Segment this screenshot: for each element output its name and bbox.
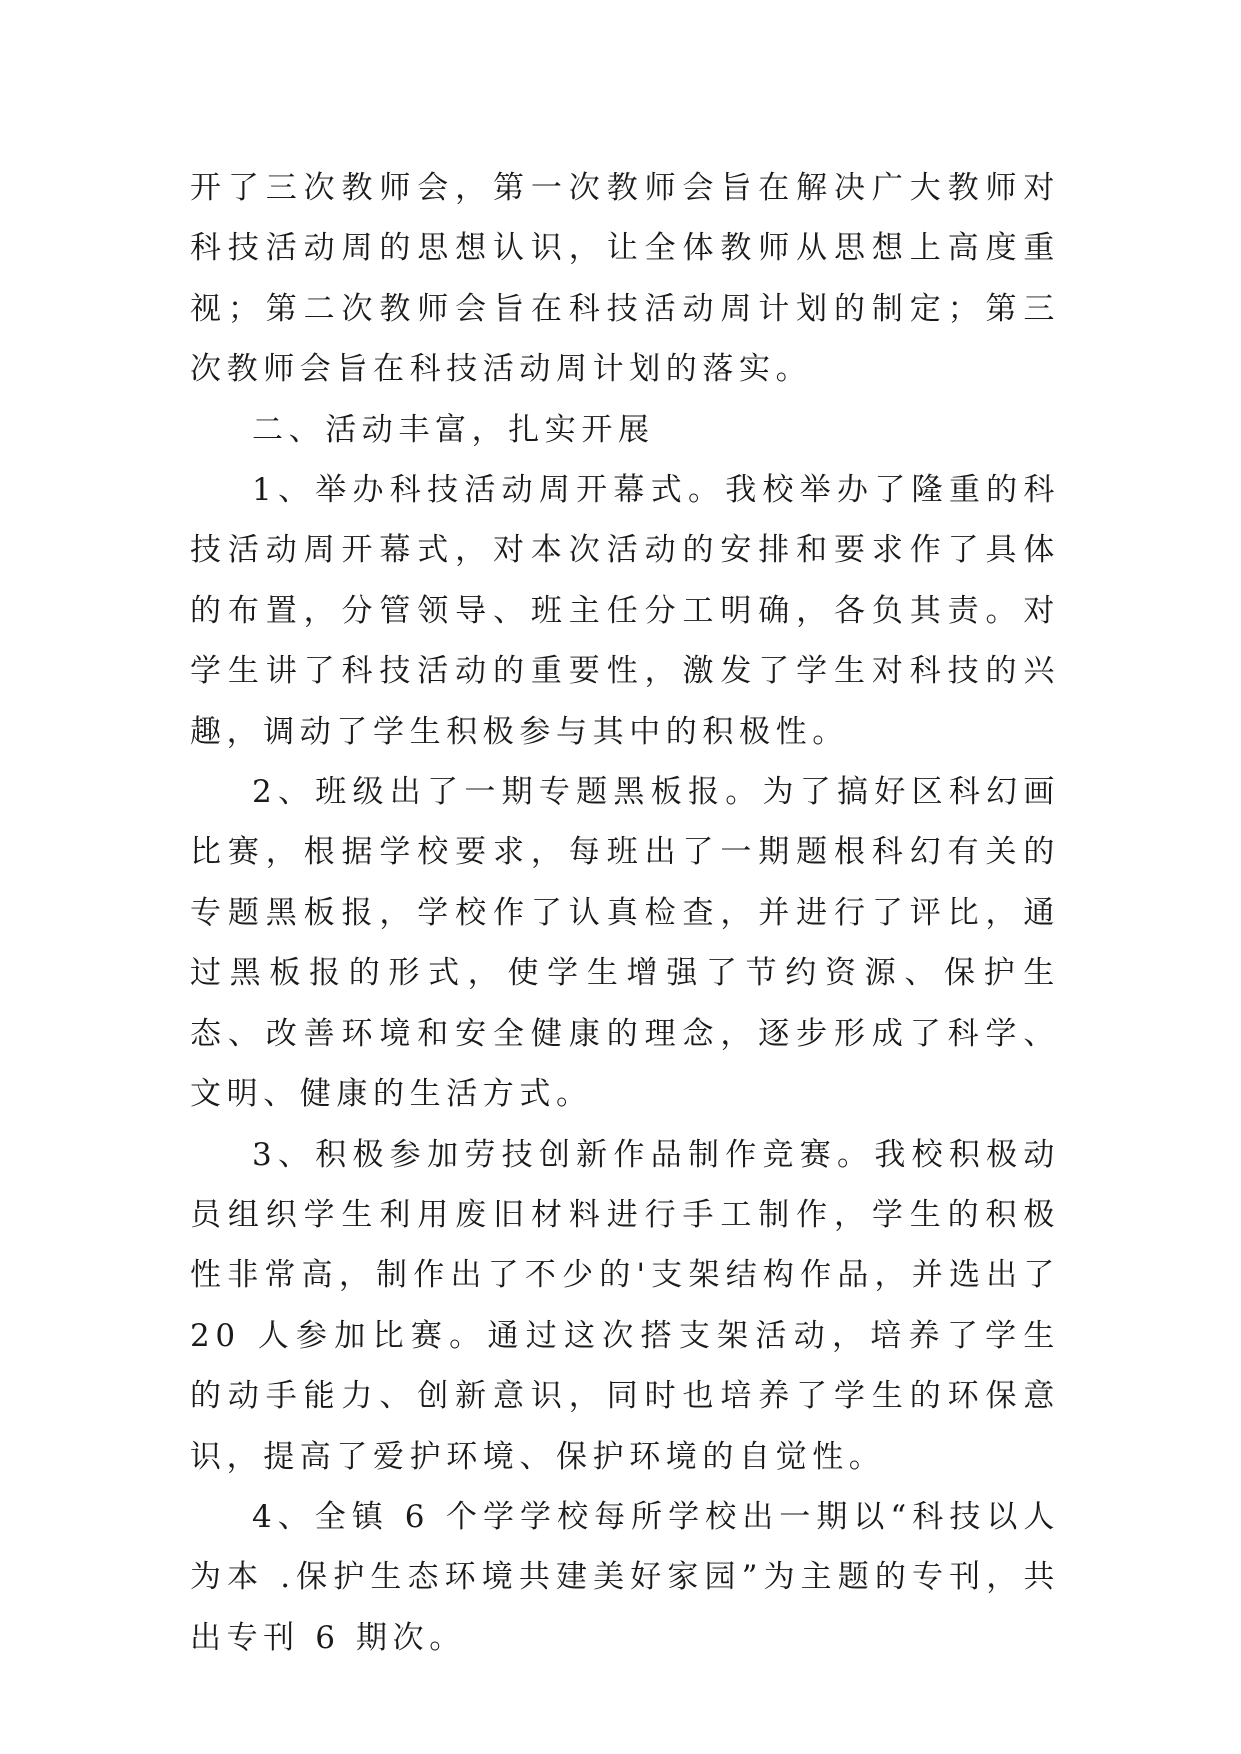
paragraph-opening-ceremony: 1、举办科技活动周开幕式。我校举办了隆重的科技活动周开幕式，对本次活动的安排和要求作了具体的布置，分管领导、班主任分工明确，各负其责。对学生讲了科技活动的重要性，激发了学生对科技的兴趣，调动了学生积极参与其中的积极性。	[190, 472, 1060, 750]
paragraph-craft-competition: 3、积极参加劳技创新作品制作竞赛。我校积极动员组织学生利用废旧材料进行手工制作，学生的积极性非常高，制作出了不少的'支架结构作品，并选出了 20 人参加比赛。通过这次搭支架活动，培养了学生的动手能力、创新意识，同时也培养了学生的环保意识，提高了爱护环境、保护环境的自觉性。	[190, 1136, 1060, 1475]
paragraph-blackboard-newsletter: 2、班级出了一期专题黑板报。为了搞好区科幻画比赛，根据学校要求，每班出了一期题根科幻有关的专题黑板报，学校作了认真检查，并进行了评比，通过黑板报的形式，使学生增强了节约资源、保护生态、改善环境和安全健康的理念，逐步形成了科学、文明、健康的生活方式。	[190, 774, 1060, 1113]
body-text	[190, 158, 1060, 1668]
paragraph-special-issues: 4、全镇 6 个学学校每所学校出一期以“科技以人为本 .保护生态环境共建美好家园”为主题的专刊，共出专刊 6 期次。	[190, 1498, 1060, 1656]
section-heading-activities: 二、活动丰富，扎实开展	[252, 411, 655, 448]
paragraph-teacher-meetings: 开了三次教师会，第一次教师会旨在解决广大教师对科技活动周的思想认识，让全体教师从思想上高度重视；第二次教师会旨在科技活动周计划的制定；第三次教师会旨在科技活动周计划的落实。	[190, 170, 1060, 388]
